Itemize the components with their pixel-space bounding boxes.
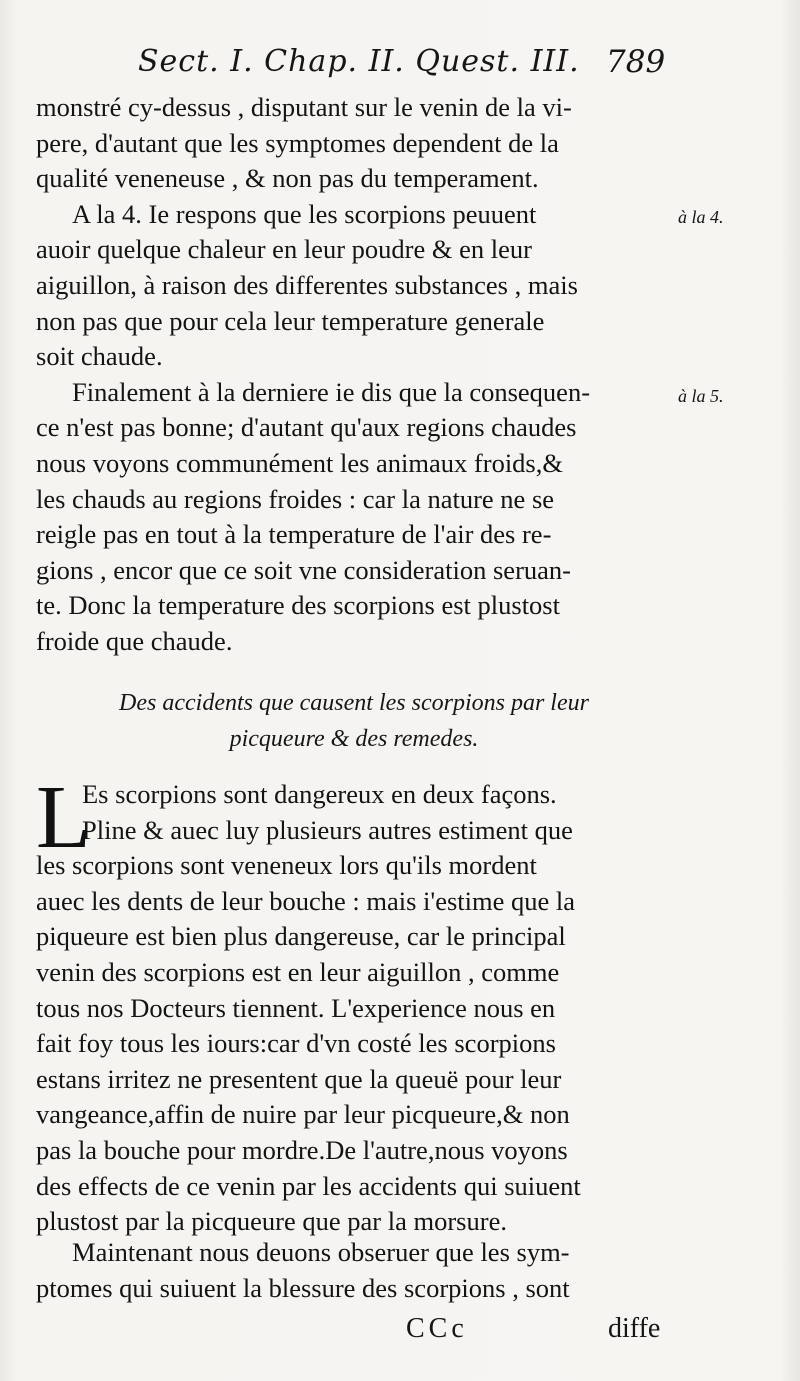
text-line: nous voyons communément les animaux froids,& bbox=[36, 447, 563, 478]
page-header bbox=[0, 44, 800, 94]
text-line: monstré cy-dessus , disputant sur le venin de la vi- bbox=[36, 92, 572, 122]
text-line: A la 4. Ie respons que les scorpions peuuent bbox=[72, 198, 537, 229]
text-line: pere, d'autant que les symptomes dependent de la bbox=[36, 127, 559, 158]
text-line: non pas que pour cela leur temperature generale bbox=[36, 305, 545, 336]
text-block-final bbox=[36, 1235, 672, 1306]
text-line: fait foy tous les iours:car d'vn costé les scorpions bbox=[36, 1028, 556, 1059]
text-line: froide que chaude. bbox=[36, 625, 233, 656]
text-line: auoir quelque chaleur en leur poudre & en leur bbox=[36, 234, 532, 265]
text-line: tous nos Docteurs tiennent. L'experience nous en bbox=[36, 992, 556, 1023]
text-line: estans irritez ne presentent que la queuë pour leur bbox=[36, 1063, 562, 1094]
margin-note-4: à la 4. bbox=[678, 207, 724, 227]
text-line: Pline & auec luy plusieurs autres estiment que bbox=[82, 814, 573, 845]
text-line: reigle pas en tout à la temperature de l'air des re- bbox=[36, 519, 552, 550]
text-line: piqueure est bien plus dangereuse, car le principal bbox=[36, 921, 566, 952]
signature-mark: CCc bbox=[406, 1313, 468, 1344]
text-line: des effects de ce venin par les accidents qui suiuent bbox=[36, 1170, 581, 1201]
catchword: diffe bbox=[608, 1313, 661, 1344]
section-heading-line: Des accidents que causent les scorpions par leur bbox=[119, 690, 589, 716]
text-line: les scorpions sont veneneux lors qu'ils mordent bbox=[36, 850, 537, 881]
text-line: ptomes qui suiuent la blessure des scorpions , sont bbox=[36, 1272, 570, 1303]
text-block-upper bbox=[36, 90, 672, 660]
margin-note-5: à la 5. bbox=[678, 386, 724, 406]
text-line: les chauds au regions froides : car la nature ne se bbox=[36, 483, 555, 514]
text-line: venin des scorpions est en leur aiguillon , comme bbox=[36, 956, 560, 987]
running-head: Sect. I. Chap. II. Quest. III. bbox=[138, 44, 580, 79]
text-line: ce n'est pas bonne; d'autant qu'aux regions chaudes bbox=[36, 412, 577, 443]
text-block-lower bbox=[36, 768, 672, 1240]
text-line-rest: Es scorpions sont dangereux en deux façons. bbox=[82, 779, 557, 809]
text-line: plustost par la picqueure que par la morsure. bbox=[36, 1206, 507, 1237]
text-line: auec les dents de leur bouche : mais i'estime que la bbox=[36, 885, 576, 916]
text-line: aiguillon, à raison des differentes substances , mais bbox=[36, 269, 578, 300]
text-line: Maintenant nous deuons obseruer que les sym- bbox=[72, 1237, 570, 1267]
text-line: qualité veneneuse , & non pas du temperament. bbox=[36, 163, 539, 194]
page-number: 789 bbox=[606, 44, 666, 80]
text-line: gions , encor que ce soit vne consideration seruan- bbox=[36, 554, 571, 585]
text-line: soit chaude. bbox=[36, 341, 163, 372]
text-line: Finalement à la derniere ie dis que la consequen- bbox=[72, 376, 591, 407]
section-heading-line: picqueure & des remedes. bbox=[229, 726, 479, 752]
section-heading bbox=[36, 685, 672, 757]
drop-cap: L bbox=[36, 768, 91, 867]
text-line: pas la bouche pour mordre.De l'autre,nous voyons bbox=[36, 1134, 568, 1165]
text-line: vangeance,affin de nuire par leur picqueure,& non bbox=[36, 1099, 570, 1130]
page-footer bbox=[0, 1313, 800, 1353]
text-line: te. Donc la temperature des scorpions est plustost bbox=[36, 590, 560, 621]
